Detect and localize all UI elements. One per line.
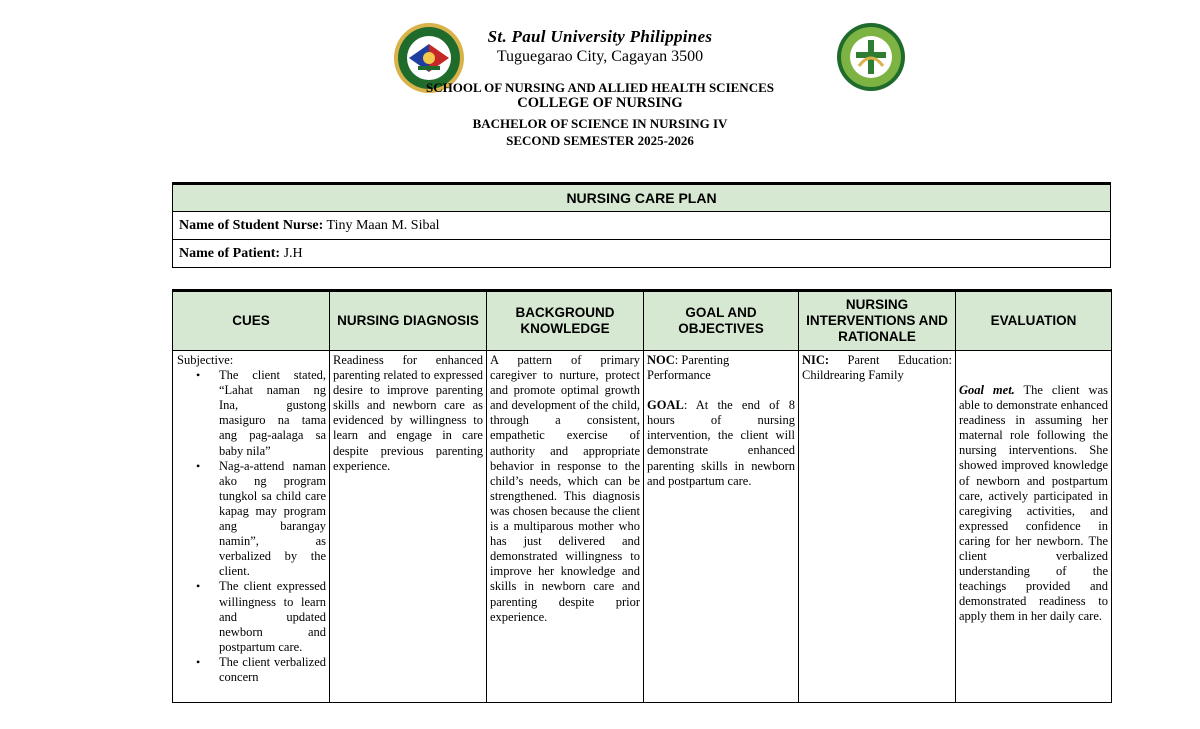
- diagnosis-text: Readiness for enhanced parenting related to expressed desire to improve parenting skills and newborn care as evidenced by willingness to learn and engage in care despite previous parenting experience.: [333, 353, 483, 473]
- evaluation-status: Goal met.: [959, 383, 1015, 397]
- evaluation-text: [959, 383, 1108, 625]
- college-name: COLLEGE OF NURSING: [517, 95, 683, 111]
- patient-name: J.H: [283, 245, 303, 261]
- column-cues: CUES: [173, 291, 330, 351]
- column-interventions: NURSING INTERVENTIONS AND RATIONALE: [799, 291, 956, 351]
- column-nursing-diagnosis: NURSING DIAGNOSIS: [330, 291, 487, 351]
- background-text: A pattern of primary caregiver to nurture, protect and promote optimal growth and development of the child, through a consistent, empathetic exercise of authority and appropriate behavior in response to the child’s needs, which can be strengthened. This diagnosis was chosen because the client is a multiparous mother who has just delivered and demonstrated willingness to improve her knowledge and skills in newborn care and parenting despite prior experience.: [490, 353, 640, 624]
- school-name: SCHOOL OF NURSING AND ALLIED HEALTH SCIENCES: [426, 80, 774, 95]
- noc-label: NOC: [647, 353, 675, 367]
- goal-value: : At the end of 8 hours of nursing intervention, the client will demonstrate enhanced parenting skills in newborn and postpartum care.: [647, 398, 795, 488]
- goal-line: [647, 398, 795, 489]
- nic-value: Parent Education: Childrearing Family: [802, 353, 952, 383]
- cue-item: • The client stated, “Lahat naman ng Ina, gustong masiguro na tama ang pag-aalaga sa baby nila”: [219, 368, 326, 459]
- cue-item: • The client expressed willingness to learn and updated newborn and postpartum care.: [219, 579, 326, 654]
- semester: SECOND SEMESTER 2025-2026: [506, 133, 694, 148]
- noc-value: : Parenting Performance: [647, 353, 730, 383]
- column-goal-objectives: GOAL AND OBJECTIVES: [644, 291, 799, 351]
- care-plan-info-table: [172, 182, 1111, 268]
- university-city: Tuguegarao City, Cagayan 3500: [496, 48, 704, 65]
- goal-cell: [644, 351, 799, 703]
- university-name: St. Paul University Philippines: [487, 27, 713, 46]
- evaluation-cell: [956, 351, 1112, 703]
- care-plan-title: NURSING CARE PLAN: [173, 184, 1111, 212]
- noc-line: [647, 353, 795, 383]
- interventions-cell: [799, 351, 956, 703]
- cue-item: • Nag-a-attend naman ako ng program tungkol sa child care kapag may program ang barangay namin”, as verbalized by the client.: [219, 459, 326, 580]
- cues-heading: Subjective:: [177, 353, 234, 367]
- background-cell: [487, 351, 644, 703]
- nic-label: NIC:: [802, 353, 830, 367]
- student-nurse-name: Tiny Maan M. Sibal: [326, 217, 440, 233]
- care-plan-table: [172, 289, 1112, 703]
- goal-label: GOAL: [647, 398, 684, 413]
- program-name: BACHELOR OF SCIENCE IN NURSING IV: [472, 116, 728, 131]
- student-nurse-label: Name of Student Nurse:: [179, 217, 324, 233]
- student-nurse-row: [173, 212, 1111, 240]
- column-background-knowledge: BACKGROUND KNOWLEDGE: [487, 291, 644, 351]
- column-evaluation: EVALUATION: [956, 291, 1112, 351]
- cues-cell: [173, 351, 330, 703]
- diagnosis-cell: [330, 351, 487, 703]
- patient-row: [173, 240, 1111, 268]
- cue-item: • The client verbalized concern: [219, 655, 326, 685]
- nic-line: [802, 353, 952, 383]
- cues-list: [177, 368, 326, 685]
- evaluation-body: The client was able to demonstrate enhanced readiness in assuming her maternal role following the nursing interventions. She showed improved knowledge of newborn and postpartum care, actively participated in caregiving activities, and expressed confidence in caring for her newborn. The client verbalized understanding of the teachings provided and demonstrated readiness to apply them in her daily care.: [959, 383, 1108, 624]
- patient-label: Name of Patient:: [179, 245, 281, 261]
